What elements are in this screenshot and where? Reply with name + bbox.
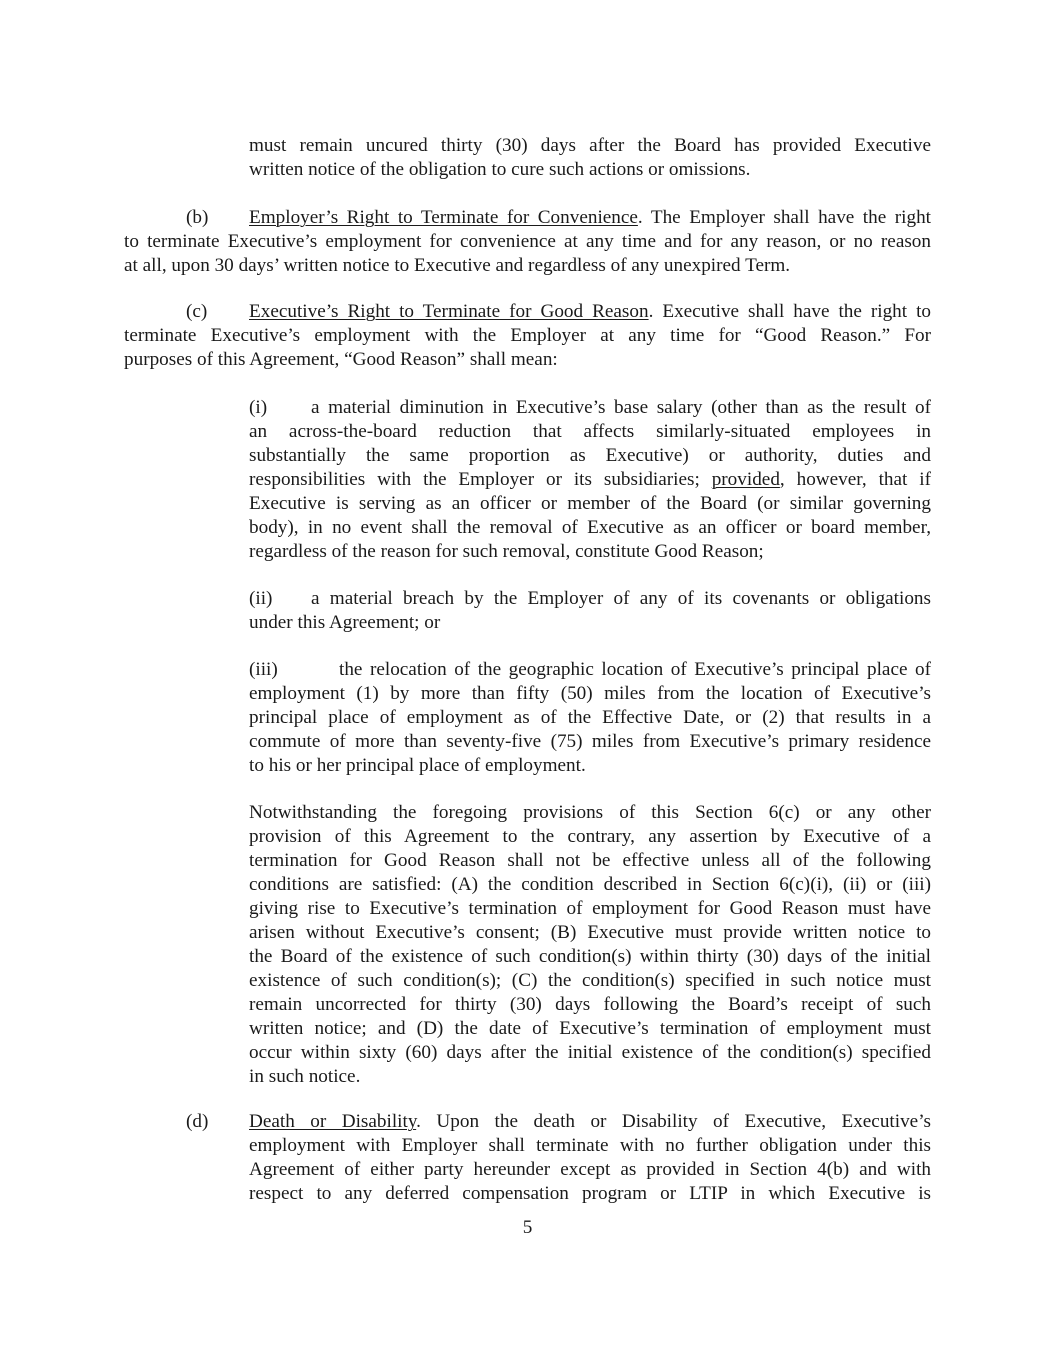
text-line: body), in no event shall the removal of Executive as an officer or board member, xyxy=(249,517,931,538)
section-b-first-line xyxy=(249,206,931,230)
section-d-paragraph xyxy=(249,1110,931,1206)
text-line: Notwithstanding the foregoing provisions of this Section 6(c) or any other xyxy=(249,802,931,823)
text-fragment: , however, that if xyxy=(779,469,931,490)
section-c-heading: Executive’s Right to Terminate for Good Reason xyxy=(249,301,649,322)
section-c-label: (c) xyxy=(186,301,208,322)
text-line: written notice of the obligation to cure such actions or omissions. xyxy=(249,159,751,180)
notwithstanding-paragraph xyxy=(249,801,931,1089)
item-ii-label: (ii) xyxy=(249,588,273,609)
text-line: Agreement of either party hereunder except as provided in Section 4(b) and with xyxy=(249,1159,931,1180)
good-reason-item-ii xyxy=(249,587,931,635)
text-line: regardless of the reason for such removal, constitute Good Reason; xyxy=(249,541,764,562)
text-line: purposes of this Agreement, “Good Reason” shall mean: xyxy=(124,349,558,370)
section-c-paragraph xyxy=(124,300,931,372)
text-line: remain uncorrected for thirty (30) days following the Board’s receipt of such xyxy=(249,994,931,1015)
text-line: the relocation of the geographic location of Executive’s principal place of xyxy=(339,659,931,680)
section-b-heading: Employer’s Right to Terminate for Convenience xyxy=(249,207,638,228)
good-reason-item-iii xyxy=(249,658,931,778)
text-line: commute of more than seventy-five (75) miles from Executive’s primary residence xyxy=(249,731,931,752)
text-line: under this Agreement; or xyxy=(249,612,441,633)
text-line: termination for Good Reason shall not be effective unless all of the following xyxy=(249,850,931,871)
text-line: Executive is serving as an officer or member of the Board (or similar governing xyxy=(249,493,931,514)
text-line: written notice; and (D) the date of Executive’s termination of employment must xyxy=(249,1018,931,1039)
text-line: to terminate Executive’s employment for convenience at any time and for any reason, or no reason xyxy=(124,231,931,252)
text-fragment: . The Employer shall have the right xyxy=(637,207,931,228)
text-fragment: . Executive shall have the right to xyxy=(648,301,931,322)
page-number: 5 xyxy=(522,1217,533,1238)
good-reason-item-i xyxy=(249,396,931,564)
section-d-heading: Death or Disability xyxy=(249,1111,417,1132)
text-line: provision of this Agreement to the contrary, any assertion by Executive of a xyxy=(249,826,931,847)
text-line: terminate Executive’s employment with the Employer at any time for “Good Reason.” For xyxy=(124,325,931,346)
section-b-paragraph xyxy=(124,206,931,278)
text-line: conditions are satisfied: (A) the condition described in Section 6(c)(i), (ii) or (iii) xyxy=(249,874,931,895)
text-line: employment (1) by more than fifty (50) miles from the location of Executive’s xyxy=(249,683,931,704)
section-b-label: (b) xyxy=(186,207,209,228)
text-line: employment with Employer shall terminate with no further obligation under this xyxy=(249,1135,931,1156)
text-line: occur within sixty (60) days after the initial existence of the condition(s) specified xyxy=(249,1042,931,1063)
continuation-paragraph xyxy=(249,134,931,182)
provided-line xyxy=(249,468,931,492)
text-line: giving rise to Executive’s termination of employment for Good Reason must have xyxy=(249,898,931,919)
text-line: at all, upon 30 days’ written notice to Executive and regardless of any unexpired Term. xyxy=(124,255,791,276)
text-line: principal place of employment as of the Effective Date, or (2) that results in a xyxy=(249,707,931,728)
text-line: substantially the same proportion as Executive) or authority, duties and xyxy=(249,445,931,466)
text-line: in such notice. xyxy=(249,1066,361,1087)
text-line: to his or her principal place of employment. xyxy=(249,755,586,776)
text-line: a material breach by the Employer of any of its covenants or obligations xyxy=(311,588,931,609)
text-line: existence of such condition(s); (C) the condition(s) specified in such notice must xyxy=(249,970,931,991)
text-line: an across-the-board reduction that affects similarly-situated employees in xyxy=(249,421,931,442)
text-line: must remain uncured thirty (30) days after the Board has provided Executive xyxy=(249,135,931,156)
section-d-first-line xyxy=(249,1110,931,1134)
section-d-label: (d) xyxy=(186,1111,209,1132)
text-fragment: responsibilities with the Employer or its subsidiaries; xyxy=(249,469,712,490)
section-c-first-line xyxy=(249,300,931,324)
text-line: arisen without Executive’s consent; (B) Executive must provide written notice to xyxy=(249,922,931,943)
text-line: a material diminution in Executive’s base salary (other than as the result of xyxy=(311,397,931,418)
item-i-label: (i) xyxy=(249,397,268,418)
text-fragment: . Upon the death or Disability of Executive, Executive’s xyxy=(416,1111,931,1132)
text-line: the Board of the existence of such condition(s) within thirty (30) days of the initial xyxy=(249,946,931,967)
provided-term: provided xyxy=(711,469,780,490)
item-iii-label: (iii) xyxy=(249,659,278,680)
text-line: respect to any deferred compensation program or LTIP in which Executive is xyxy=(249,1183,931,1204)
